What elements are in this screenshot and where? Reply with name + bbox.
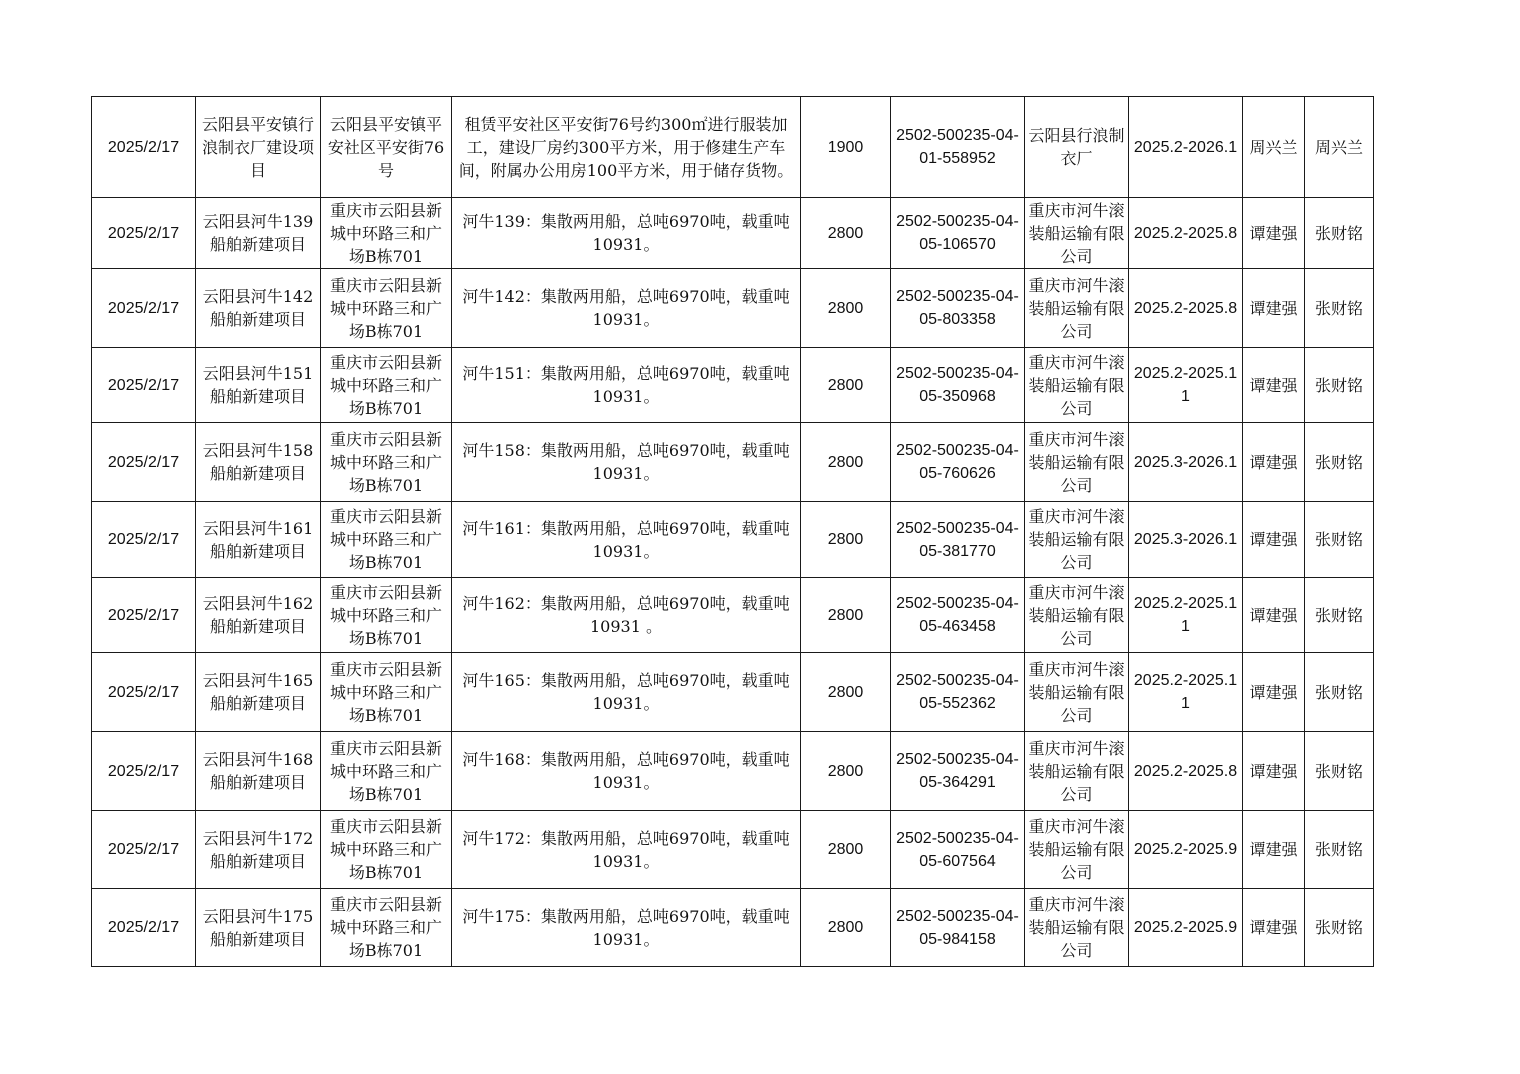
content-cell: 租赁平安社区平安街76号约300㎡进行服装加工，建设厂房约300平方米，用于修建生产车间，附属办公用房100平方米，用于储存货物。 <box>452 97 801 198</box>
date-cell: 2025/2/17 <box>92 198 196 269</box>
investment-cell: 2800 <box>801 732 891 811</box>
legal-person-cell: 谭建强 <box>1243 578 1305 653</box>
company-cell: 重庆市河牛滚装船运输有限公司 <box>1025 348 1129 423</box>
investment-cell: 2800 <box>801 578 891 653</box>
company-cell: 重庆市河牛滚装船运输有限公司 <box>1025 732 1129 811</box>
period-cell: 2025.2-2025.9 <box>1129 889 1243 967</box>
investment-cell: 2800 <box>801 198 891 269</box>
project-name-cell: 云阳县河牛139船舶新建项目 <box>196 198 321 269</box>
company-cell: 重庆市河牛滚装船运输有限公司 <box>1025 653 1129 732</box>
project-name-cell: 云阳县河牛151船舶新建项目 <box>196 348 321 423</box>
table-row <box>92 732 1374 811</box>
contact-cell: 张财铭 <box>1305 269 1374 348</box>
contact-cell: 张财铭 <box>1305 578 1374 653</box>
project-code-cell: 2502-500235-04-01-558952 <box>891 97 1025 198</box>
table-row <box>92 578 1374 653</box>
address-cell: 重庆市云阳县新城中环路三和广场B栋701 <box>321 502 452 578</box>
project-name-cell: 云阳县河牛158船舶新建项目 <box>196 423 321 502</box>
legal-person-cell: 谭建强 <box>1243 269 1305 348</box>
period-cell: 2025.3-2026.1 <box>1129 502 1243 578</box>
project-code-cell: 2502-500235-04-05-607564 <box>891 811 1025 889</box>
project-code-cell: 2502-500235-04-05-552362 <box>891 653 1025 732</box>
project-name-cell: 云阳县河牛142船舶新建项目 <box>196 269 321 348</box>
period-cell: 2025.2-2025.11 <box>1129 348 1243 423</box>
content-cell: 河牛142：集散两用船，总吨6970吨，载重吨10931。 <box>452 269 801 348</box>
company-cell: 重庆市河牛滚装船运输有限公司 <box>1025 423 1129 502</box>
date-cell: 2025/2/17 <box>92 423 196 502</box>
investment-cell: 2800 <box>801 889 891 967</box>
table-row <box>92 889 1374 967</box>
date-cell: 2025/2/17 <box>92 653 196 732</box>
content-cell: 河牛168：集散两用船，总吨6970吨，载重吨10931。 <box>452 732 801 811</box>
project-code-cell: 2502-500235-04-05-364291 <box>891 732 1025 811</box>
table-row <box>92 811 1374 889</box>
project-code-cell: 2502-500235-04-05-381770 <box>891 502 1025 578</box>
date-cell: 2025/2/17 <box>92 578 196 653</box>
period-cell: 2025.2-2025.8 <box>1129 269 1243 348</box>
legal-person-cell: 谭建强 <box>1243 423 1305 502</box>
company-cell: 重庆市河牛滚装船运输有限公司 <box>1025 889 1129 967</box>
period-cell: 2025.2-2025.9 <box>1129 811 1243 889</box>
project-name-cell: 云阳县河牛162船舶新建项目 <box>196 578 321 653</box>
investment-cell: 2800 <box>801 653 891 732</box>
project-name-cell: 云阳县河牛161船舶新建项目 <box>196 502 321 578</box>
company-cell: 重庆市河牛滚装船运输有限公司 <box>1025 578 1129 653</box>
investment-cell: 2800 <box>801 423 891 502</box>
address-cell: 重庆市云阳县新城中环路三和广场B栋701 <box>321 889 452 967</box>
address-cell: 云阳县平安镇平安社区平安街76号 <box>321 97 452 198</box>
content-cell: 河牛151：集散两用船，总吨6970吨，载重吨10931。 <box>452 348 801 423</box>
content-cell: 河牛172：集散两用船，总吨6970吨，载重吨10931。 <box>452 811 801 889</box>
contact-cell: 张财铭 <box>1305 423 1374 502</box>
table-body <box>92 97 1374 967</box>
investment-cell: 2800 <box>801 811 891 889</box>
contact-cell: 张财铭 <box>1305 653 1374 732</box>
company-cell: 重庆市河牛滚装船运输有限公司 <box>1025 198 1129 269</box>
table-row <box>92 269 1374 348</box>
period-cell: 2025.2-2025.11 <box>1129 578 1243 653</box>
period-cell: 2025.2-2025.8 <box>1129 198 1243 269</box>
legal-person-cell: 谭建强 <box>1243 811 1305 889</box>
legal-person-cell: 谭建强 <box>1243 198 1305 269</box>
project-code-cell: 2502-500235-04-05-760626 <box>891 423 1025 502</box>
table-row <box>92 423 1374 502</box>
content-cell: 河牛158：集散两用船，总吨6970吨，载重吨10931。 <box>452 423 801 502</box>
project-name-cell: 云阳县河牛165船舶新建项目 <box>196 653 321 732</box>
address-cell: 重庆市云阳县新城中环路三和广场B栋701 <box>321 348 452 423</box>
project-name-cell: 云阳县河牛168船舶新建项目 <box>196 732 321 811</box>
investment-cell: 2800 <box>801 502 891 578</box>
project-table <box>91 96 1374 967</box>
content-cell: 河牛161：集散两用船，总吨6970吨，载重吨10931。 <box>452 502 801 578</box>
date-cell: 2025/2/17 <box>92 732 196 811</box>
legal-person-cell: 周兴兰 <box>1243 97 1305 198</box>
address-cell: 重庆市云阳县新城中环路三和广场B栋701 <box>321 811 452 889</box>
date-cell: 2025/2/17 <box>92 348 196 423</box>
company-cell: 重庆市河牛滚装船运输有限公司 <box>1025 502 1129 578</box>
date-cell: 2025/2/17 <box>92 889 196 967</box>
contact-cell: 张财铭 <box>1305 732 1374 811</box>
project-name-cell: 云阳县河牛175船舶新建项目 <box>196 889 321 967</box>
content-cell: 河牛139：集散两用船，总吨6970吨，载重吨10931。 <box>452 198 801 269</box>
content-cell: 河牛162：集散两用船，总吨6970吨，载重吨10931 。 <box>452 578 801 653</box>
company-cell: 重庆市河牛滚装船运输有限公司 <box>1025 811 1129 889</box>
address-cell: 重庆市云阳县新城中环路三和广场B栋701 <box>321 198 452 269</box>
table-row <box>92 198 1374 269</box>
contact-cell: 张财铭 <box>1305 198 1374 269</box>
company-cell: 云阳县行浪制衣厂 <box>1025 97 1129 198</box>
date-cell: 2025/2/17 <box>92 97 196 198</box>
investment-cell: 2800 <box>801 269 891 348</box>
legal-person-cell: 谭建强 <box>1243 732 1305 811</box>
investment-cell: 2800 <box>801 348 891 423</box>
address-cell: 重庆市云阳县新城中环路三和广场B栋701 <box>321 269 452 348</box>
period-cell: 2025.2-2025.8 <box>1129 732 1243 811</box>
investment-cell: 1900 <box>801 97 891 198</box>
project-code-cell: 2502-500235-04-05-350968 <box>891 348 1025 423</box>
legal-person-cell: 谭建强 <box>1243 653 1305 732</box>
contact-cell: 张财铭 <box>1305 502 1374 578</box>
content-cell: 河牛165：集散两用船，总吨6970吨，载重吨10931。 <box>452 653 801 732</box>
period-cell: 2025.2-2025.11 <box>1129 653 1243 732</box>
table-row <box>92 97 1374 198</box>
project-name-cell: 云阳县平安镇行浪制衣厂建设项目 <box>196 97 321 198</box>
content-cell: 河牛175：集散两用船，总吨6970吨，载重吨10931。 <box>452 889 801 967</box>
table-row <box>92 502 1374 578</box>
date-cell: 2025/2/17 <box>92 269 196 348</box>
company-cell: 重庆市河牛滚装船运输有限公司 <box>1025 269 1129 348</box>
contact-cell: 周兴兰 <box>1305 97 1374 198</box>
date-cell: 2025/2/17 <box>92 502 196 578</box>
address-cell: 重庆市云阳县新城中环路三和广场B栋701 <box>321 732 452 811</box>
project-code-cell: 2502-500235-04-05-803358 <box>891 269 1025 348</box>
address-cell: 重庆市云阳县新城中环路三和广场B栋701 <box>321 653 452 732</box>
table-row <box>92 653 1374 732</box>
contact-cell: 张财铭 <box>1305 811 1374 889</box>
table-row <box>92 348 1374 423</box>
date-cell: 2025/2/17 <box>92 811 196 889</box>
project-code-cell: 2502-500235-04-05-984158 <box>891 889 1025 967</box>
legal-person-cell: 谭建强 <box>1243 502 1305 578</box>
project-name-cell: 云阳县河牛172船舶新建项目 <box>196 811 321 889</box>
address-cell: 重庆市云阳县新城中环路三和广场B栋701 <box>321 423 452 502</box>
address-cell: 重庆市云阳县新城中环路三和广场B栋701 <box>321 578 452 653</box>
contact-cell: 张财铭 <box>1305 348 1374 423</box>
project-code-cell: 2502-500235-04-05-463458 <box>891 578 1025 653</box>
legal-person-cell: 谭建强 <box>1243 889 1305 967</box>
legal-person-cell: 谭建强 <box>1243 348 1305 423</box>
period-cell: 2025.2-2026.1 <box>1129 97 1243 198</box>
period-cell: 2025.3-2026.1 <box>1129 423 1243 502</box>
contact-cell: 张财铭 <box>1305 889 1374 967</box>
project-code-cell: 2502-500235-04-05-106570 <box>891 198 1025 269</box>
